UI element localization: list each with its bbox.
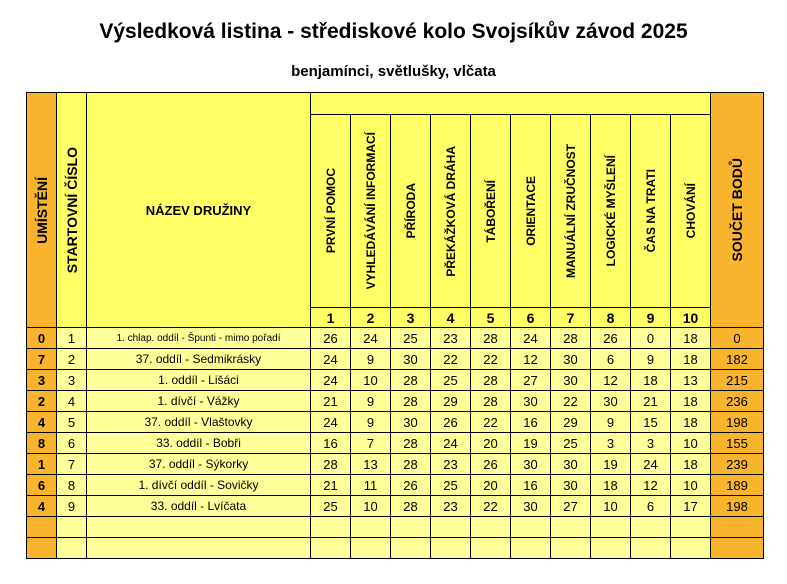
score-cell: 9: [351, 349, 391, 370]
score-cell: 28: [391, 496, 431, 517]
header-discipline-number: 5: [471, 308, 511, 328]
score-cell: 18: [671, 349, 711, 370]
header-disciplines-band: [311, 93, 711, 115]
page-subtitle: benjamínci, světlušky, vlčata: [291, 63, 496, 80]
score-cell: 23: [431, 496, 471, 517]
rank-cell: 6: [27, 475, 57, 496]
total-cell: 189: [711, 475, 764, 496]
total-cell: 182: [711, 349, 764, 370]
score-cell: 0: [631, 328, 671, 349]
score-cell: 28: [471, 328, 511, 349]
score-cell: 10: [351, 370, 391, 391]
header-rank: UMÍSTĚNÍ: [27, 93, 57, 328]
score-cell: 13: [351, 454, 391, 475]
score-cell: 22: [471, 412, 511, 433]
score-cell: 30: [551, 454, 591, 475]
score-cell: 19: [511, 433, 551, 454]
score-cell: 12: [511, 349, 551, 370]
score-cell: 30: [511, 454, 551, 475]
header-total: SOUČET BODŮ: [711, 93, 764, 328]
score-cell: 22: [551, 391, 591, 412]
score-cell: 6: [591, 349, 631, 370]
total-cell: 236: [711, 391, 764, 412]
table-row: [27, 391, 764, 412]
header-discipline-number: 6: [511, 308, 551, 328]
score-cell: 23: [431, 454, 471, 475]
header-discipline-2: VYHLEDÁVÁNÍ INFORMACÍ: [351, 115, 391, 308]
score-cell: 9: [631, 349, 671, 370]
table-row: [27, 370, 764, 391]
score-cell: 28: [391, 454, 431, 475]
start-number-cell: 2: [57, 349, 87, 370]
rank-cell: 4: [27, 412, 57, 433]
header-discipline-3: PŘÍRODA: [391, 115, 431, 308]
team-name-cell: 37. oddíl - Sýkorky: [87, 454, 311, 475]
score-cell: 24: [511, 328, 551, 349]
score-cell: 10: [591, 496, 631, 517]
header-discipline-7: MANUÁLNÍ ZRUČNOST: [551, 115, 591, 308]
score-cell: 16: [511, 475, 551, 496]
score-cell: 21: [631, 391, 671, 412]
score-cell: 3: [591, 433, 631, 454]
score-cell: 12: [591, 370, 631, 391]
total-cell: 198: [711, 496, 764, 517]
team-name-cell: 1. chlap. oddíl - Špunti - mimo pořadí: [87, 328, 311, 349]
score-cell: 3: [631, 433, 671, 454]
header-discipline-5: TÁBOŘENÍ: [471, 115, 511, 308]
header-discipline-number: 10: [671, 308, 711, 328]
score-cell: 28: [311, 454, 351, 475]
empty-row: [27, 538, 764, 559]
score-cell: 25: [551, 433, 591, 454]
header-team-name: NÁZEV DRUŽINY: [87, 93, 311, 328]
score-cell: 16: [311, 433, 351, 454]
score-cell: 24: [351, 328, 391, 349]
start-number-cell: 3: [57, 370, 87, 391]
team-name-cell: 33. oddíl - Lvíčata: [87, 496, 311, 517]
score-cell: 30: [551, 370, 591, 391]
score-cell: 30: [551, 349, 591, 370]
total-cell: 0: [711, 328, 764, 349]
total-cell: 198: [711, 412, 764, 433]
score-cell: 30: [391, 349, 431, 370]
total-cell: 215: [711, 370, 764, 391]
start-number-cell: 7: [57, 454, 87, 475]
start-number-cell: 1: [57, 328, 87, 349]
score-cell: 16: [511, 412, 551, 433]
score-cell: 25: [311, 496, 351, 517]
rank-cell: 8: [27, 433, 57, 454]
score-cell: 21: [311, 475, 351, 496]
table-row: [27, 454, 764, 475]
score-cell: 15: [631, 412, 671, 433]
table-row: [27, 433, 764, 454]
score-cell: 20: [471, 433, 511, 454]
score-cell: 13: [671, 370, 711, 391]
score-cell: 27: [511, 370, 551, 391]
score-cell: 10: [671, 433, 711, 454]
score-cell: 29: [431, 391, 471, 412]
score-cell: 23: [431, 328, 471, 349]
team-name-cell: 1. oddíl - Lišáci: [87, 370, 311, 391]
score-cell: 30: [591, 391, 631, 412]
empty-row: [27, 517, 764, 538]
score-cell: 12: [631, 475, 671, 496]
header-start-number: STARTOVNÍ ČÍSLO: [57, 93, 87, 328]
header-discipline-10: CHOVÁNÍ: [671, 115, 711, 308]
score-cell: 29: [551, 412, 591, 433]
header-discipline-number: 3: [391, 308, 431, 328]
score-cell: 27: [551, 496, 591, 517]
score-cell: 26: [391, 475, 431, 496]
score-cell: 30: [551, 475, 591, 496]
header-discipline-number: 9: [631, 308, 671, 328]
team-name-cell: 37. oddíl - Sedmikrásky: [87, 349, 311, 370]
table-row: [27, 328, 764, 349]
score-cell: 30: [511, 391, 551, 412]
score-cell: 30: [391, 412, 431, 433]
start-number-cell: 4: [57, 391, 87, 412]
score-cell: 18: [671, 328, 711, 349]
score-cell: 18: [591, 475, 631, 496]
score-cell: 28: [391, 370, 431, 391]
score-cell: 9: [351, 412, 391, 433]
header-discipline-9: ČAS NA TRATI: [631, 115, 671, 308]
score-cell: 18: [631, 370, 671, 391]
results-table: [26, 92, 764, 559]
table-row: [27, 496, 764, 517]
start-number-cell: 8: [57, 475, 87, 496]
score-cell: 9: [591, 412, 631, 433]
score-cell: 17: [671, 496, 711, 517]
score-cell: 28: [551, 328, 591, 349]
start-number-cell: 5: [57, 412, 87, 433]
table-row: [27, 475, 764, 496]
header-discipline-number: 1: [311, 308, 351, 328]
total-cell: 239: [711, 454, 764, 475]
score-cell: 22: [431, 349, 471, 370]
rank-cell: 7: [27, 349, 57, 370]
score-cell: 11: [351, 475, 391, 496]
score-cell: 28: [391, 391, 431, 412]
score-cell: 28: [471, 370, 511, 391]
score-cell: 26: [431, 412, 471, 433]
start-number-cell: 9: [57, 496, 87, 517]
rank-cell: 1: [27, 454, 57, 475]
score-cell: 24: [631, 454, 671, 475]
score-cell: 6: [631, 496, 671, 517]
header-discipline-number: 2: [351, 308, 391, 328]
rank-cell: 2: [27, 391, 57, 412]
score-cell: 18: [671, 412, 711, 433]
team-name-cell: 37. oddíl - Vlaštovky: [87, 412, 311, 433]
start-number-cell: 6: [57, 433, 87, 454]
score-cell: 19: [591, 454, 631, 475]
score-cell: 26: [591, 328, 631, 349]
score-cell: 28: [391, 433, 431, 454]
score-cell: 7: [351, 433, 391, 454]
header-discipline-6: ORIENTACE: [511, 115, 551, 308]
team-name-cell: 1. dívčí - Vážky: [87, 391, 311, 412]
rank-cell: 4: [27, 496, 57, 517]
team-name-cell: 33. oddíl - Bobři: [87, 433, 311, 454]
score-cell: 26: [471, 454, 511, 475]
score-cell: 18: [671, 454, 711, 475]
header-discipline-4: PŘEKÁŽKOVÁ DRÁHA: [431, 115, 471, 308]
score-cell: 10: [351, 496, 391, 517]
score-cell: 18: [671, 391, 711, 412]
total-cell: 155: [711, 433, 764, 454]
score-cell: 24: [311, 412, 351, 433]
rank-cell: 3: [27, 370, 57, 391]
rank-cell: 0: [27, 328, 57, 349]
page-title: Výsledková listina - střediskové kolo Svojsíkův závod 2025: [99, 20, 688, 43]
score-cell: 24: [431, 433, 471, 454]
score-cell: 25: [431, 370, 471, 391]
score-cell: 22: [471, 349, 511, 370]
score-cell: 20: [471, 475, 511, 496]
score-cell: 25: [391, 328, 431, 349]
score-cell: 30: [511, 496, 551, 517]
score-cell: 24: [311, 370, 351, 391]
header-discipline-1: PRVNÍ POMOC: [311, 115, 351, 308]
score-cell: 26: [311, 328, 351, 349]
score-cell: 22: [471, 496, 511, 517]
team-name-cell: 1. dívčí oddíl - Sovičky: [87, 475, 311, 496]
table-row: [27, 349, 764, 370]
header-discipline-8: LOGICKÉ MYŠLENÍ: [591, 115, 631, 308]
score-cell: 9: [351, 391, 391, 412]
score-cell: 21: [311, 391, 351, 412]
score-cell: 10: [671, 475, 711, 496]
table-row: [27, 412, 764, 433]
header-discipline-number: 7: [551, 308, 591, 328]
header-discipline-number: 4: [431, 308, 471, 328]
score-cell: 28: [471, 391, 511, 412]
score-cell: 24: [311, 349, 351, 370]
header-discipline-number: 8: [591, 308, 631, 328]
score-cell: 25: [431, 475, 471, 496]
